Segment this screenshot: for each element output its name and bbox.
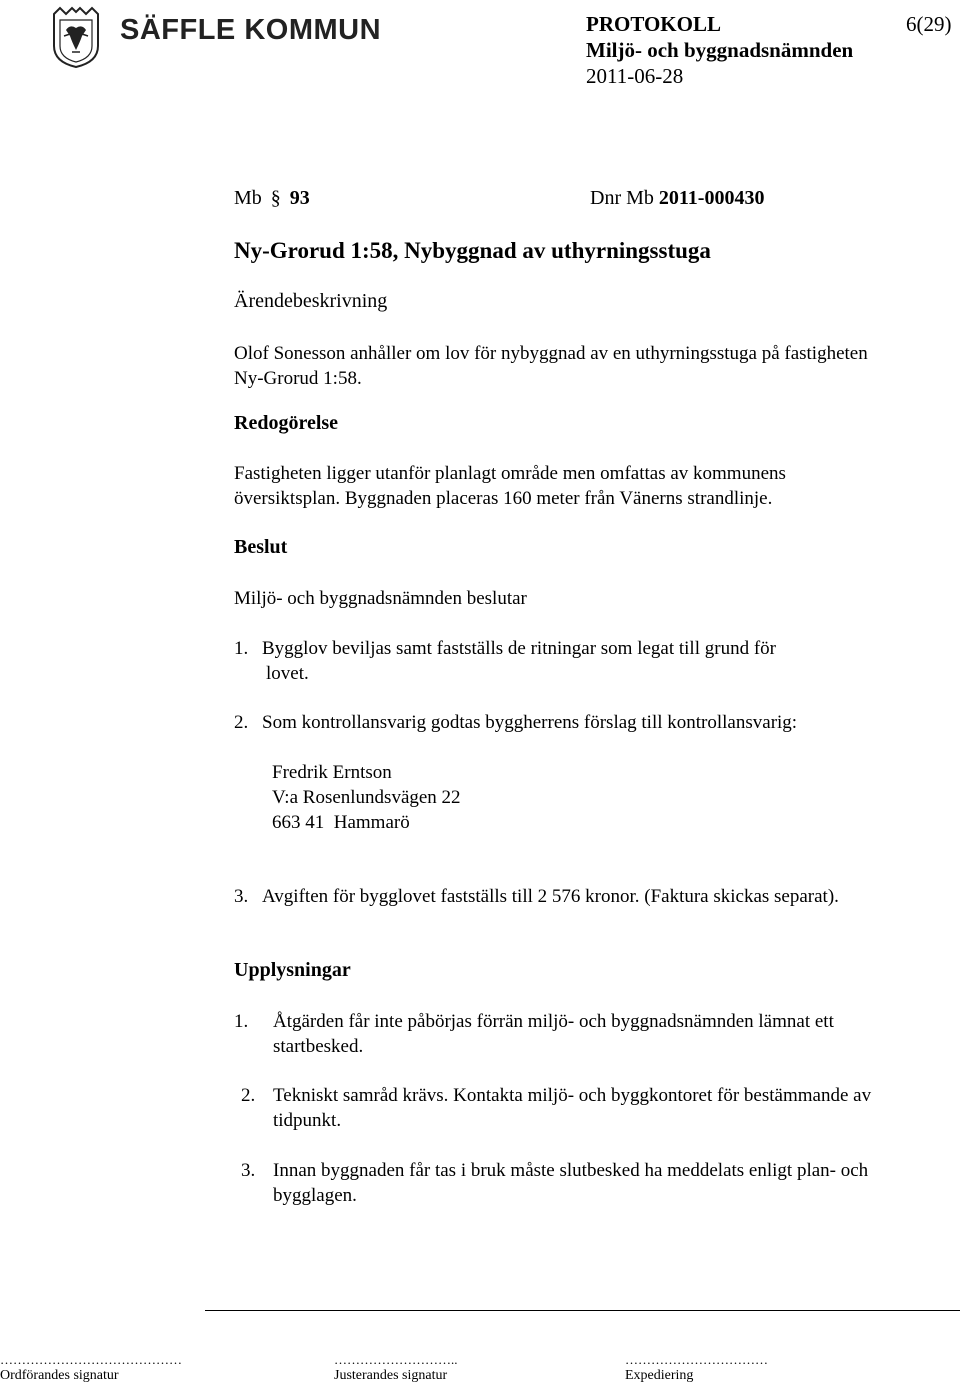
document-type: PROTOKOLL: [586, 12, 721, 36]
upplysning-item-text: startbesked.: [273, 1036, 364, 1057]
beslut-item-number: 2.: [234, 712, 249, 733]
redogorelse-text-line: Fastigheten ligger utanför planlagt område men omfattas av kommunens: [234, 463, 786, 484]
upplysning-item-text: Åtgärden får inte påbörjas förrän miljö- och byggnadsnämnden lämnat ett: [273, 1011, 834, 1032]
arende-text-line: Ny-Grorud 1:58.: [234, 368, 362, 389]
beslut-item-text: lovet.: [266, 663, 309, 684]
upplysning-item-text: tidpunkt.: [273, 1110, 342, 1131]
mb-number: 93: [289, 187, 310, 209]
case-title: Ny-Grorud 1:58, Nybyggnad av uthyrningsstuga: [234, 238, 711, 263]
committee-name: Miljö- och byggnadsnämnden: [586, 38, 854, 62]
redogorelse-text-line: översiktsplan. Byggnaden placeras 160 meter från Vänerns strandlinje.: [234, 488, 773, 509]
signature-label: Expediering: [625, 1368, 694, 1383]
signature-label: Justerandes signatur: [334, 1368, 448, 1383]
beslut-intro: Miljö- och byggnadsnämnden beslutar: [234, 588, 527, 609]
address-street: V:a Rosenlundsvägen 22: [272, 787, 461, 808]
beslut-item-text: Avgiften för bygglovet fastställs till 2 576 kronor. (Faktura skickas separat).: [262, 886, 839, 907]
organization-name: SÄFFLE KOMMUN: [120, 14, 382, 46]
section-symbol: §: [270, 187, 281, 209]
dnr-number: 2011-000430: [658, 187, 765, 209]
dnr-label: Dnr Mb: [590, 187, 654, 209]
arende-text-line: Olof Sonesson anhåller om lov för nybyggnad av en uthyrningsstuga på fastigheten: [234, 343, 868, 364]
beslut-heading: Beslut: [234, 536, 288, 558]
beslut-item-number: 3.: [234, 886, 249, 907]
signature-label: Ordförandes signatur: [0, 1368, 119, 1383]
municipal-coat-of-arms-logo: [52, 6, 100, 68]
page-number: 6(29): [906, 12, 952, 36]
upplysning-item-number: 1.: [234, 1011, 249, 1032]
upplysning-item-number: 3.: [241, 1160, 256, 1181]
address-name: Fredrik Erntson: [272, 762, 392, 783]
beslut-item-text: Som kontrollansvarig godtas byggherrens förslag till kontrollansvarig:: [262, 712, 798, 733]
arende-heading: Ärendebeskrivning: [234, 290, 388, 312]
footer-divider: [205, 1310, 960, 1311]
redogorelse-heading: Redogörelse: [234, 412, 339, 434]
signature-line: ……………………………………: [0, 1352, 182, 1367]
address-postal: 663 41 Hammarö: [272, 812, 410, 833]
upplysning-item-text: Innan byggnaden får tas i bruk måste slutbesked ha meddelats enligt plan- och: [273, 1160, 869, 1181]
upplysning-item-text: bygglagen.: [273, 1185, 357, 1206]
signature-line: ……………………………: [625, 1352, 768, 1367]
beslut-item-text: Bygglov beviljas samt fastställs de ritningar som legat till grund för: [262, 638, 776, 659]
upplysning-item-number: 2.: [241, 1085, 256, 1106]
beslut-item-number: 1.: [234, 638, 249, 659]
section-reference: [234, 186, 310, 211]
signature-line: ………………………..: [334, 1352, 458, 1367]
diary-number: [590, 186, 764, 211]
meeting-date: 2011-06-28: [586, 64, 684, 88]
upplysningar-heading: Upplysningar: [234, 959, 351, 981]
mb-label: Mb: [234, 187, 262, 209]
upplysning-item-text: Tekniskt samråd krävs. Kontakta miljö- och byggkontoret för bestämmande av: [273, 1085, 872, 1106]
